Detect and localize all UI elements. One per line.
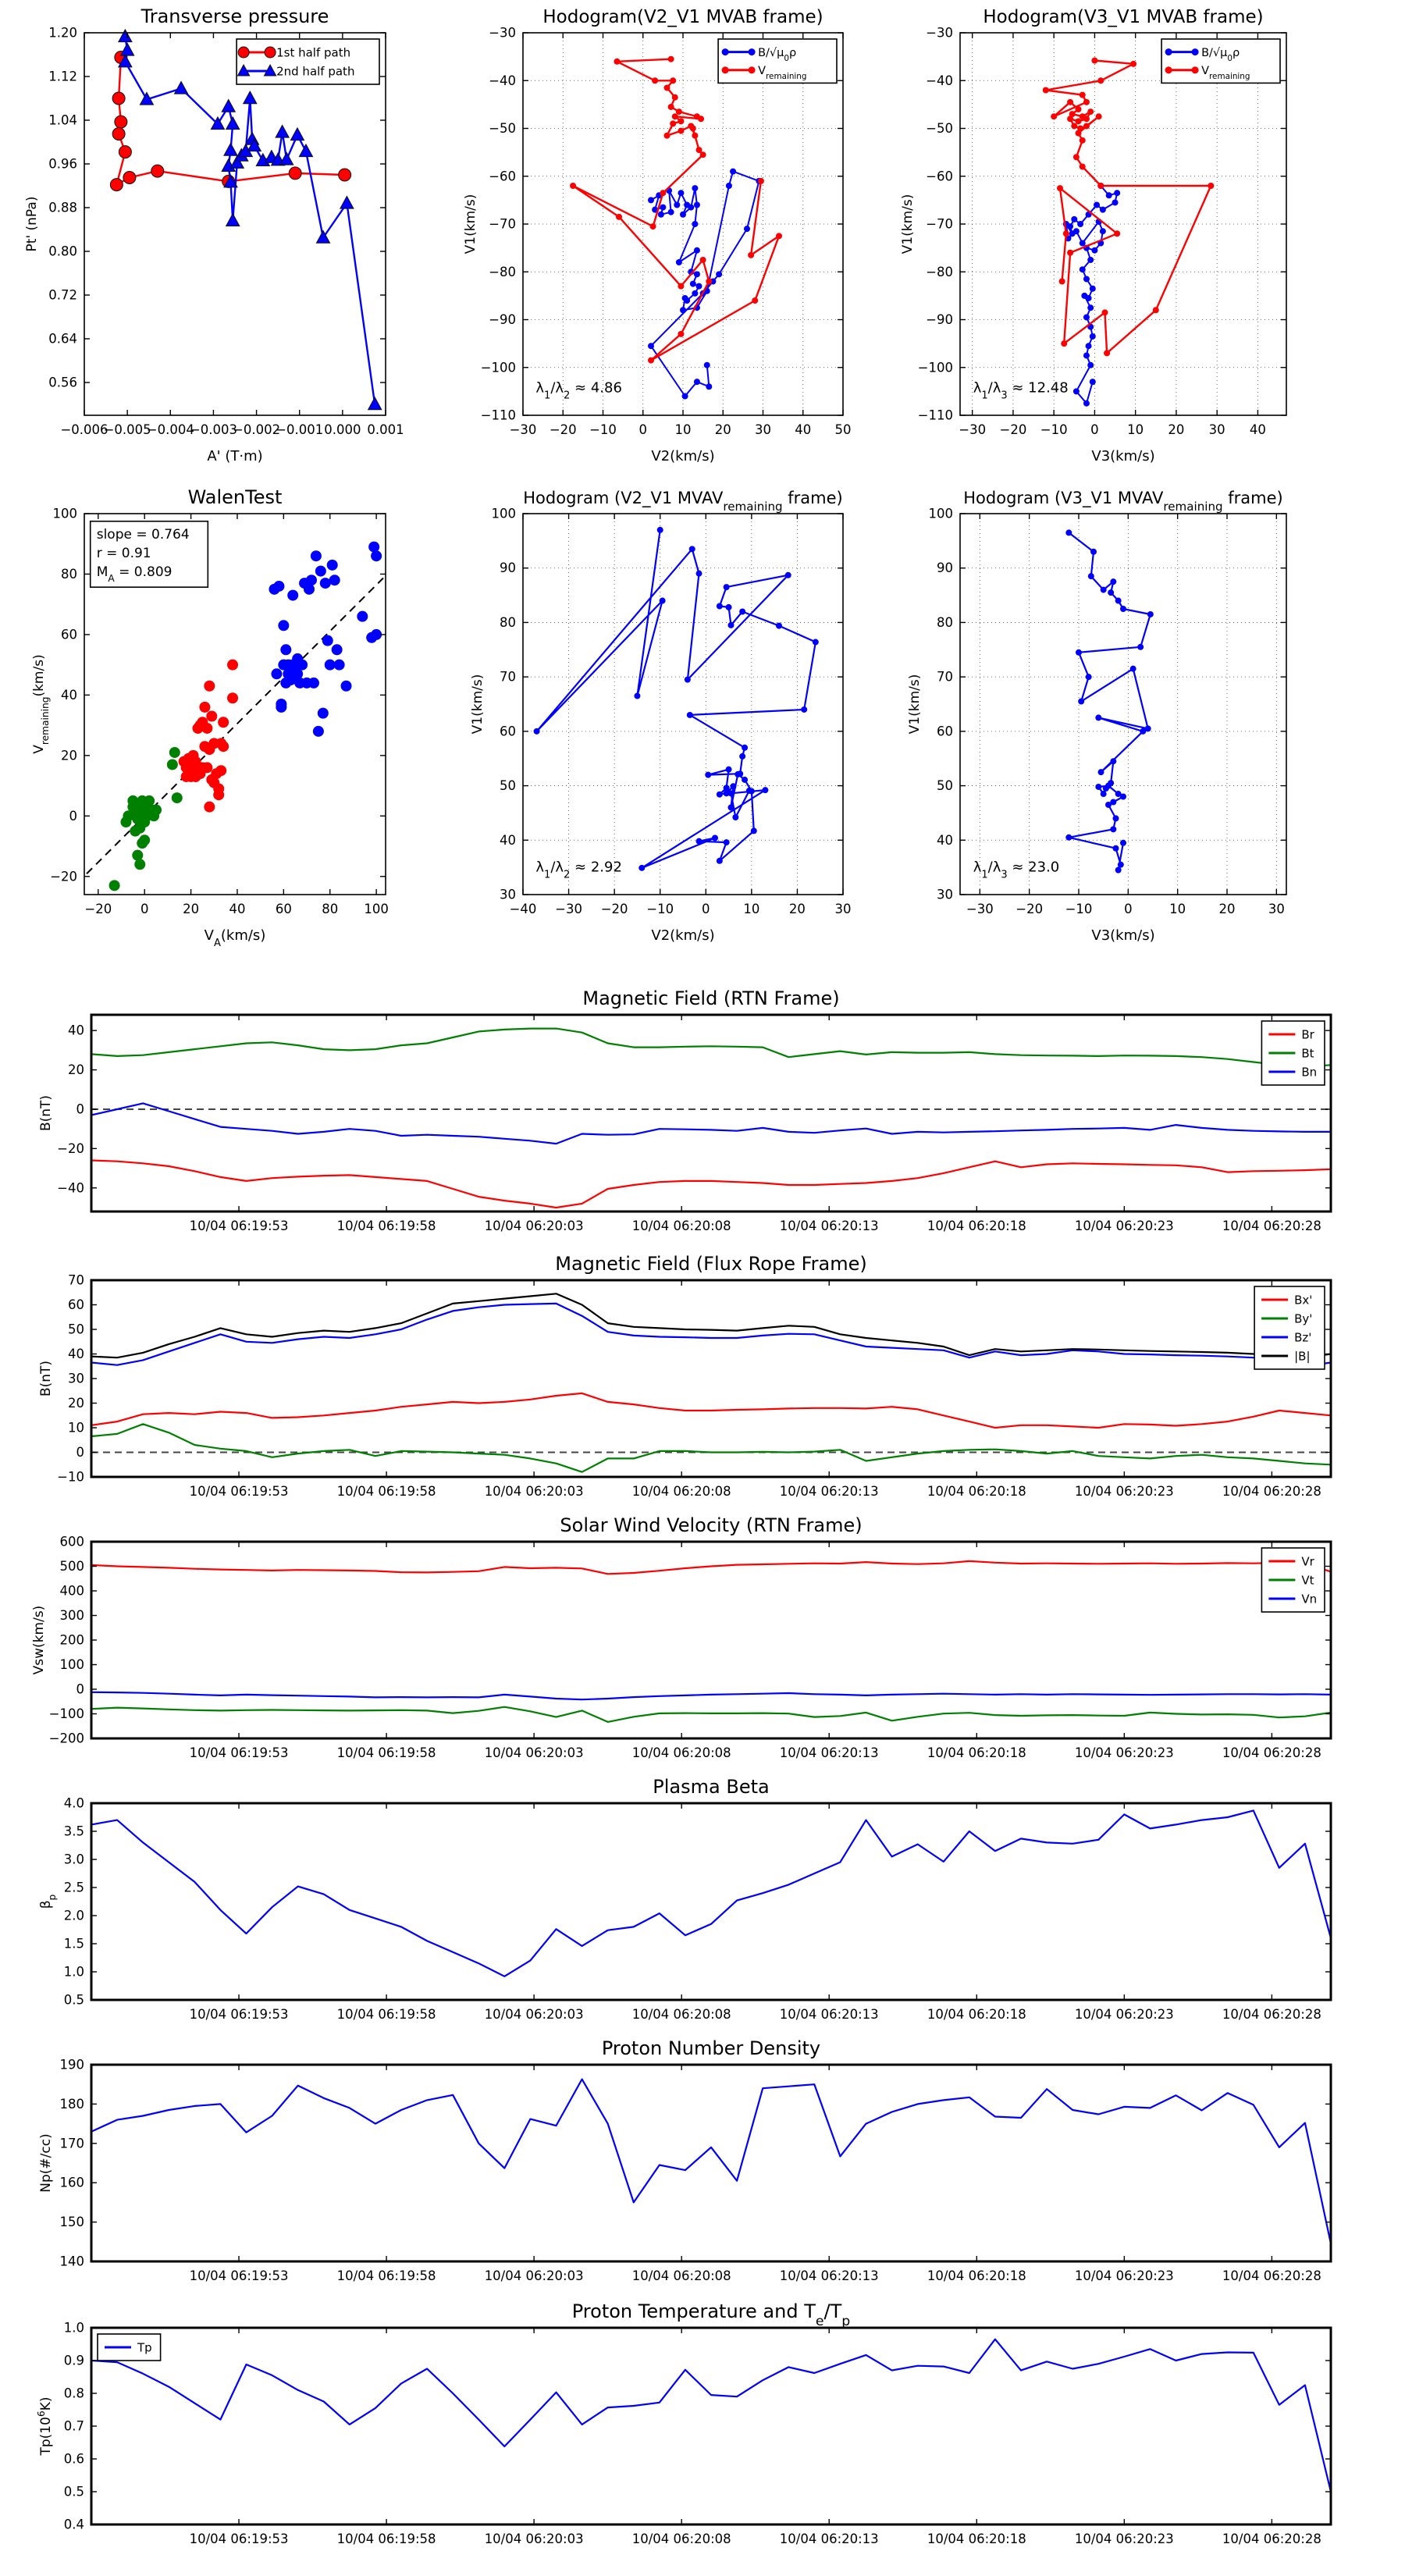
solar-wind-velocity-ytick: 300 xyxy=(59,1608,84,1623)
hodogram-v2v1-mvab-xtick: −20 xyxy=(549,422,577,437)
magnetic-field-fluxrope-xtick: 10/04 06:20:08 xyxy=(631,1484,731,1499)
proton-number-density-ytick: 170 xyxy=(59,2136,84,2151)
magnetic-field-fluxrope-xtick: 10/04 06:20:23 xyxy=(1074,1484,1174,1499)
hodogram-v2v1-mvav-ytick: 60 xyxy=(500,724,516,739)
solar-wind-velocity xyxy=(31,1514,1331,1760)
hodogram-v2v1-mvab-ytick: −90 xyxy=(489,312,516,327)
hodogram-v3v1-mvab-ytick: −110 xyxy=(917,407,953,423)
hodogram-v3v1-mvab-legend xyxy=(1161,39,1280,83)
walen-test-ytick: 20 xyxy=(61,748,77,763)
hodogram-v3v1-mvav-ytick: 40 xyxy=(937,832,953,848)
hodogram-v2v1-mvab-xlabel: V2(km/s) xyxy=(651,448,715,464)
hodogram-v2v1-mvav-ytick: 50 xyxy=(500,778,516,794)
hodogram-v3v1-mvav xyxy=(907,489,1286,944)
proton-number-density-ytick: 150 xyxy=(59,2215,84,2230)
hodogram-v2v1-mvav-series-v-path xyxy=(534,527,819,871)
plasma-beta-xtick: 10/04 06:20:13 xyxy=(779,2007,879,2022)
hodogram-v2v1-mvav-xtick: 0 xyxy=(702,902,710,916)
walen-test-xtick: 100 xyxy=(364,902,389,916)
hodogram-v2v1-mvab-ylabel: V1(km/s) xyxy=(463,194,478,254)
transverse-pressure-legend xyxy=(237,39,379,84)
hodogram-v3v1-mvab-xtick: 30 xyxy=(1208,422,1225,437)
hodogram-v3v1-mvab-ytick: −60 xyxy=(926,169,953,184)
hodogram-v3v1-mvab-xtick: −30 xyxy=(959,422,987,437)
magnetic-field-fluxrope-ytick: 40 xyxy=(68,1347,84,1361)
proton-number-density-ytick: 180 xyxy=(59,2096,84,2112)
hodogram-v2v1-mvav-xtick: −20 xyxy=(600,902,628,916)
walen-test-xtick: 60 xyxy=(275,902,292,916)
hodogram-v2v1-mvav-ytick: 40 xyxy=(500,832,516,848)
proton-number-density-xtick: 10/04 06:20:13 xyxy=(779,2268,879,2283)
transverse-pressure-xtick: −0.003 xyxy=(189,422,237,437)
walen-test-ylabel: $V_{remaining}(km/s)$ xyxy=(31,654,51,754)
hodogram-v2v1-mvab-ytick: −110 xyxy=(480,407,516,423)
magnetic-field-rtn-ytick: 20 xyxy=(68,1062,84,1078)
transverse-pressure-xtick: −0.002 xyxy=(233,422,281,437)
magnetic-field-rtn-ytick: −20 xyxy=(57,1140,84,1156)
proton-temperature-xtick: 10/04 06:19:58 xyxy=(336,2532,436,2546)
magnetic-field-fluxrope-ytick: 50 xyxy=(68,1322,84,1337)
walen-test-title: WalenTest xyxy=(187,486,283,508)
proton-temperature-xtick: 10/04 06:20:13 xyxy=(779,2532,879,2546)
walen-test-xtick: 0 xyxy=(140,902,149,916)
solar-wind-velocity-xtick: 10/04 06:20:18 xyxy=(927,1745,1026,1760)
proton-number-density-ylabel: Np(#/cc) xyxy=(38,2133,54,2193)
hodogram-v2v1-mvab-title: Hodogram(V2_V1 MVAB frame) xyxy=(542,7,823,27)
solar-wind-velocity-ytick: 500 xyxy=(59,1559,84,1574)
hodogram-v3v1-mvab-xtick: 20 xyxy=(1168,422,1185,437)
proton-temperature-xtick: 10/04 06:20:18 xyxy=(927,2532,1026,2546)
proton-temperature-ytick: 1.0 xyxy=(63,2320,84,2336)
hodogram-v2v1-mvab-xtick: 0 xyxy=(638,422,647,437)
transverse-pressure-ytick: 1.20 xyxy=(48,25,77,41)
hodogram-v3v1-mvav-ylabel: V1(km/s) xyxy=(907,674,923,735)
proton-number-density-xtick: 10/04 06:19:53 xyxy=(189,2268,289,2283)
hodogram-v2v1-mvab-legend xyxy=(718,39,837,83)
hodogram-v3v1-mvab-series-v-path xyxy=(1043,58,1215,357)
walen-test-ytick: 0 xyxy=(69,808,77,824)
walen-test-ytick: −20 xyxy=(50,869,77,884)
hodogram-v2v1-mvab-series-b-path xyxy=(648,169,762,400)
proton-temperature-title: Proton Temperature and $T_e/T_p$ xyxy=(571,2300,851,2329)
magnetic-field-fluxrope-legend xyxy=(1254,1286,1325,1369)
magnetic-field-rtn-series-Bn xyxy=(91,1103,1331,1144)
hodogram-v3v1-mvab-title: Hodogram(V3_V1 MVAB frame) xyxy=(983,7,1264,27)
proton-number-density-ytick: 140 xyxy=(59,2254,84,2269)
magnetic-field-fluxrope-ytick: 10 xyxy=(68,1420,84,1436)
proton-temperature-ytick: 0.6 xyxy=(63,2451,84,2467)
hodogram-v2v1-mvav-ytick: 90 xyxy=(500,560,516,576)
solar-wind-velocity-series-Vr xyxy=(91,1561,1331,1574)
magnetic-field-rtn-xtick: 10/04 06:20:03 xyxy=(484,1219,584,1233)
magnetic-field-fluxrope-legend-label: By' xyxy=(1294,1311,1313,1326)
solar-wind-velocity-ytick: 100 xyxy=(59,1657,84,1672)
magnetic-field-rtn-title: Magnetic Field (RTN Frame) xyxy=(582,987,840,1009)
hodogram-v2v1-mvab xyxy=(463,7,852,464)
transverse-pressure-ytick: 0.80 xyxy=(48,244,77,259)
hodogram-v3v1-mvab-xlabel: V3(km/s) xyxy=(1091,448,1155,464)
magnetic-field-rtn-legend xyxy=(1261,1021,1325,1085)
hodogram-v2v1-mvav-ytick: 80 xyxy=(500,614,516,630)
magnetic-field-rtn-series-Bt xyxy=(91,1029,1331,1067)
magnetic-field-fluxrope-xtick: 10/04 06:20:28 xyxy=(1222,1484,1321,1499)
hodogram-v3v1-mvav-ytick: 80 xyxy=(937,614,953,630)
hodogram-v3v1-mvab-ytick: −80 xyxy=(926,264,953,279)
solar-wind-velocity-xtick: 10/04 06:19:58 xyxy=(336,1745,436,1760)
transverse-pressure-ytick: 0.56 xyxy=(48,375,77,390)
transverse-pressure-xtick: −0.006 xyxy=(60,422,108,437)
magnetic-field-fluxrope-legend-label: |B| xyxy=(1294,1349,1311,1364)
hodogram-v2v1-mvab-ytick: −80 xyxy=(489,264,516,279)
hodogram-v2v1-mvav-ytick: 30 xyxy=(500,887,516,902)
walen-test-ytick: 100 xyxy=(52,506,77,521)
plasma-beta-ytick: 1.0 xyxy=(63,1964,84,1980)
hodogram-v3v1-mvab-ytick: −40 xyxy=(926,73,953,88)
solar-wind-velocity-legend-label: Vt xyxy=(1301,1573,1314,1588)
transverse-pressure-ytick: 0.88 xyxy=(48,200,77,215)
transverse-pressure-ytick: 0.96 xyxy=(48,156,77,172)
hodogram-v3v1-mvab-ytick: −50 xyxy=(926,121,953,136)
hodogram-v3v1-mvab-xtick: 40 xyxy=(1249,422,1266,437)
magnetic-field-rtn-xtick: 10/04 06:20:08 xyxy=(631,1219,731,1233)
plasma-beta-series-beta-p xyxy=(91,1810,1331,1976)
proton-temperature-ylabel: $Tp(10^6K)$ xyxy=(36,2396,54,2456)
hodogram-v2v1-mvab-ytick: −30 xyxy=(489,25,516,41)
transverse-pressure-title: Transverse pressure xyxy=(140,5,329,27)
walen-test-stat-line: $M_A = 0.809$ xyxy=(96,564,173,585)
plasma-beta-ytick: 1.5 xyxy=(63,1936,84,1952)
magnetic-field-rtn-xtick: 10/04 06:20:28 xyxy=(1222,1219,1321,1233)
hodogram-v3v1-mvab-xtick: −20 xyxy=(999,422,1027,437)
hodogram-v2v1-mvav-title: Hodogram (V2_V1 $MVAV_{remaining}$ frame) xyxy=(523,489,843,514)
hodogram-v2v1-mvab-xtick: 20 xyxy=(714,422,731,437)
hodogram-v2v1-mvav-xlabel: V2(km/s) xyxy=(651,927,715,944)
hodogram-v3v1-mvab-legend-label: $V_{remaining}$ xyxy=(1201,65,1250,82)
magnetic-field-rtn-ylabel: B(nT) xyxy=(38,1094,54,1132)
walen-test-xlabel: $V_A(km/s)$ xyxy=(204,927,266,949)
transverse-pressure-ytick: 1.12 xyxy=(48,69,77,84)
magnetic-field-fluxrope-title: Magnetic Field (Flux Rope Frame) xyxy=(555,1253,867,1275)
proton-temperature-xtick: 10/04 06:19:53 xyxy=(189,2532,289,2546)
solar-wind-velocity-xtick: 10/04 06:20:08 xyxy=(631,1745,731,1760)
proton-temperature-xtick: 10/04 06:20:28 xyxy=(1222,2532,1321,2546)
plasma-beta-xtick: 10/04 06:20:18 xyxy=(927,2007,1026,2022)
plasma-beta-xtick: 10/04 06:20:08 xyxy=(631,2007,731,2022)
hodogram-v3v1-mvab-ytick: −100 xyxy=(917,360,953,375)
hodogram-v2v1-mvav-xtick: −10 xyxy=(646,902,674,916)
magnetic-field-fluxrope-ytick: 20 xyxy=(68,1396,84,1411)
magnetic-field-fluxrope-ytick: 0 xyxy=(76,1445,84,1460)
solar-wind-velocity-title: Solar Wind Velocity (RTN Frame) xyxy=(560,1514,863,1536)
magnetic-field-rtn-xtick: 10/04 06:20:18 xyxy=(927,1219,1026,1233)
proton-temperature-series-Tp xyxy=(91,2339,1331,2492)
transverse-pressure-ylabel: Pt' (nPa) xyxy=(24,196,40,252)
solar-wind-velocity-xtick: 10/04 06:20:03 xyxy=(484,1745,584,1760)
plasma-beta-ytick: 2.5 xyxy=(63,1880,84,1895)
transverse-pressure-ytick: 1.04 xyxy=(48,112,77,128)
transverse-pressure-xtick: −0.005 xyxy=(103,422,151,437)
magnetic-field-fluxrope-series-Bx-prime xyxy=(91,1393,1331,1428)
magnetic-field-fluxrope-ytick: 30 xyxy=(68,1371,84,1386)
hodogram-v2v1-mvab-ytick: −100 xyxy=(480,360,516,375)
proton-temperature-legend-label: Tp xyxy=(137,2340,152,2355)
magnetic-field-fluxrope-series-By-prime xyxy=(91,1424,1331,1471)
plasma-beta-xtick: 10/04 06:20:23 xyxy=(1074,2007,1174,2022)
proton-number-density-xtick: 10/04 06:20:28 xyxy=(1222,2268,1321,2283)
proton-temperature-ytick: 0.8 xyxy=(63,2386,84,2401)
plasma-beta-ytick: 0.5 xyxy=(63,1992,84,2008)
magnetic-field-rtn-legend-label: Br xyxy=(1301,1027,1314,1042)
transverse-pressure-legend-label: 2nd half path xyxy=(276,64,355,79)
hodogram-v2v1-mvab-annotation: $\lambda_1/\lambda_2 \approx 4.86$ xyxy=(535,379,622,402)
solar-wind-velocity-legend-label: Vr xyxy=(1301,1554,1314,1569)
hodogram-v3v1-mvav-xtick: 20 xyxy=(1218,902,1236,916)
transverse-pressure-legend-label: 1st half path xyxy=(276,45,351,60)
proton-number-density-xtick: 10/04 06:20:08 xyxy=(631,2268,731,2283)
hodogram-v2v1-mvav-ytick: 100 xyxy=(491,506,516,521)
magnetic-field-rtn-series-Br xyxy=(91,1161,1331,1208)
plasma-beta xyxy=(38,1776,1331,2022)
transverse-pressure-xtick: −0.004 xyxy=(146,422,194,437)
hodogram-v3v1-mvav-xtick: −30 xyxy=(966,902,994,916)
walen-test xyxy=(31,486,389,949)
solar-wind-velocity-xtick: 10/04 06:20:28 xyxy=(1222,1745,1321,1760)
solar-wind-velocity-ytick: 200 xyxy=(59,1632,84,1648)
plasma-beta-ytick: 3.5 xyxy=(63,1823,84,1839)
proton-temperature-ytick: 0.9 xyxy=(63,2353,84,2368)
hodogram-v3v1-mvab-annotation: $\lambda_1/\lambda_3 \approx 12.48$ xyxy=(973,379,1069,402)
hodogram-v3v1-mvav-xtick: −20 xyxy=(1016,902,1044,916)
solar-wind-velocity-ytick: 0 xyxy=(76,1681,84,1697)
transverse-pressure-xtick: 0.000 xyxy=(324,422,361,437)
magnetic-field-fluxrope-series-Bz-prime xyxy=(91,1304,1331,1366)
hodogram-v3v1-mvab xyxy=(900,7,1286,464)
hodogram-v2v1-mvav xyxy=(470,489,852,944)
solar-wind-velocity-xtick: 10/04 06:20:23 xyxy=(1074,1745,1174,1760)
magnetic-field-rtn xyxy=(38,987,1331,1233)
proton-number-density-xtick: 10/04 06:19:58 xyxy=(336,2268,436,2283)
hodogram-v3v1-mvab-ytick: −90 xyxy=(926,312,953,327)
solar-wind-velocity-ylabel: Vsw(km/s) xyxy=(31,1605,47,1675)
hodogram-v2v1-mvab-ytick: −50 xyxy=(489,121,516,136)
plasma-beta-xtick: 10/04 06:20:03 xyxy=(484,2007,584,2022)
hodogram-v3v1-mvav-series-v-path xyxy=(1065,529,1154,873)
plasma-beta-xtick: 10/04 06:19:58 xyxy=(336,2007,436,2022)
proton-temperature-ytick: 0.5 xyxy=(63,2484,84,2500)
proton-number-density-title: Proton Number Density xyxy=(601,2037,821,2059)
hodogram-v2v1-mvab-legend-label: $V_{remaining}$ xyxy=(758,65,807,82)
hodogram-v2v1-mvav-ytick: 70 xyxy=(500,669,516,685)
solar-wind-velocity-legend-label: Vn xyxy=(1301,1592,1318,1606)
solar-wind-velocity-ytick: −200 xyxy=(48,1731,84,1746)
solar-wind-velocity-ytick: −100 xyxy=(48,1706,84,1721)
proton-number-density-xtick: 10/04 06:20:18 xyxy=(927,2268,1026,2283)
magnetic-field-rtn-xtick: 10/04 06:19:53 xyxy=(189,1219,289,1233)
transverse-pressure-ytick: 0.72 xyxy=(48,287,77,303)
walen-test-ytick: 40 xyxy=(61,687,77,703)
magnetic-field-fluxrope xyxy=(38,1253,1331,1499)
proton-temperature-ytick: 0.4 xyxy=(63,2517,84,2532)
proton-temperature-ytick: 0.7 xyxy=(63,2418,84,2434)
transverse-pressure-xtick: 0.001 xyxy=(367,422,404,437)
plasma-beta-xtick: 10/04 06:19:53 xyxy=(189,2007,289,2022)
hodogram-v3v1-mvav-ytick: 30 xyxy=(937,887,953,902)
transverse-pressure-xtick: −0.001 xyxy=(276,422,324,437)
plasma-beta-ytick: 3.0 xyxy=(63,1852,84,1867)
hodogram-v3v1-mvav-ytick: 90 xyxy=(937,560,953,576)
hodogram-v3v1-mvab-ytick: −30 xyxy=(926,25,953,41)
hodogram-v3v1-mvab-ylabel: V1(km/s) xyxy=(900,194,916,254)
proton-number-density-xtick: 10/04 06:20:23 xyxy=(1074,2268,1174,2283)
plasma-beta-title: Plasma Beta xyxy=(653,1776,770,1798)
hodogram-v2v1-mvab-series-v-path xyxy=(570,56,782,364)
walen-test-series-cluster-blue xyxy=(269,542,382,737)
hodogram-v2v1-mvab-ytick: −40 xyxy=(489,73,516,88)
solar-wind-velocity-ytick: 600 xyxy=(59,1534,84,1550)
magnetic-field-fluxrope-series-B-mag xyxy=(91,1293,1331,1357)
hodogram-v2v1-mvab-xtick: 10 xyxy=(674,422,692,437)
proton-number-density xyxy=(38,2037,1331,2283)
magnetic-field-rtn-xtick: 10/04 06:19:58 xyxy=(336,1219,436,1233)
walen-test-series-cluster-red xyxy=(179,660,238,813)
hodogram-v2v1-mvav-xtick: −40 xyxy=(509,902,537,916)
walen-test-xtick: 40 xyxy=(229,902,246,916)
transverse-pressure-xlabel: A' (T·m) xyxy=(207,448,263,464)
proton-temperature-legend xyxy=(98,2334,161,2361)
hodogram-v2v1-mvab-ytick: −70 xyxy=(489,216,516,232)
solar-wind-velocity-xtick: 10/04 06:20:13 xyxy=(779,1745,879,1760)
hodogram-v2v1-mvav-xtick: 30 xyxy=(834,902,852,916)
hodogram-v3v1-mvav-xtick: 30 xyxy=(1268,902,1285,916)
hodogram-v2v1-mvab-xtick: −10 xyxy=(589,422,617,437)
hodogram-v3v1-mvab-series-b-path xyxy=(1063,183,1120,407)
walen-test-xtick: −20 xyxy=(84,902,112,916)
magnetic-field-fluxrope-xtick: 10/04 06:19:53 xyxy=(189,1484,289,1499)
hodogram-v3v1-mvab-ytick: −70 xyxy=(926,216,953,232)
hodogram-v3v1-mvab-xtick: −10 xyxy=(1040,422,1068,437)
hodogram-v3v1-mvav-ytick: 70 xyxy=(937,669,953,685)
plasma-beta-xtick: 10/04 06:20:28 xyxy=(1222,2007,1321,2022)
hodogram-v3v1-mvab-xtick: 0 xyxy=(1090,422,1099,437)
hodogram-v3v1-mvav-xtick: 0 xyxy=(1124,902,1133,916)
walen-test-stat-line: r = 0.91 xyxy=(96,546,151,562)
transverse-pressure xyxy=(24,5,404,464)
walen-test-xtick: 80 xyxy=(322,902,339,916)
proton-temperature xyxy=(36,2300,1331,2546)
hodogram-v3v1-mvav-xtick: −10 xyxy=(1065,902,1093,916)
hodogram-v3v1-mvav-annotation: $\lambda_1/\lambda_3 \approx 23.0$ xyxy=(973,859,1060,881)
plasma-beta-ytick: 2.0 xyxy=(63,1908,84,1923)
hodogram-v2v1-mvab-xtick: −30 xyxy=(509,422,537,437)
hodogram-v3v1-mvav-title: Hodogram (V3_V1 $MVAV_{remaining}$ frame) xyxy=(963,489,1283,514)
proton-number-density-series-Np xyxy=(91,2080,1331,2244)
walen-test-ytick: 80 xyxy=(61,566,77,582)
magnetic-field-fluxrope-legend-label: Bz' xyxy=(1294,1330,1312,1345)
hodogram-v2v1-mvav-ylabel: V1(km/s) xyxy=(470,674,486,735)
solar-wind-velocity-series-Vt xyxy=(91,1707,1331,1722)
magnetic-field-fluxrope-ytick: −10 xyxy=(57,1469,84,1485)
magnetic-field-fluxrope-ytick: 70 xyxy=(68,1272,84,1288)
proton-temperature-xtick: 10/04 06:20:08 xyxy=(631,2532,731,2546)
hodogram-v2v1-mvab-ytick: −60 xyxy=(489,169,516,184)
hodogram-v3v1-mvav-xtick: 10 xyxy=(1169,902,1186,916)
transverse-pressure-series-second-half-path xyxy=(119,30,382,410)
hodogram-v2v1-mvav-xtick: 20 xyxy=(788,902,806,916)
hodogram-v3v1-mvab-legend-label: $B/√\mu_0\rho$ xyxy=(1201,46,1240,63)
solar-wind-velocity-xtick: 10/04 06:19:53 xyxy=(189,1745,289,1760)
magnetic-field-rtn-ytick: 40 xyxy=(68,1023,84,1038)
magnetic-field-fluxrope-xtick: 10/04 06:20:13 xyxy=(779,1484,879,1499)
magnetic-field-rtn-legend-label: Bn xyxy=(1301,1065,1318,1080)
plasma-beta-ytick: 4.0 xyxy=(63,1795,84,1811)
hodogram-v2v1-mvav-annotation: $\lambda_1/\lambda_2 \approx 2.92$ xyxy=(535,859,622,881)
magnetic-field-fluxrope-legend-label: Bx' xyxy=(1294,1293,1313,1308)
plasma-beta-ylabel: $\beta_p$ xyxy=(38,1894,58,1909)
hodogram-v2v1-mvab-xtick: 50 xyxy=(834,422,852,437)
hodogram-v2v1-mvav-xtick: 10 xyxy=(743,902,760,916)
hodogram-v2v1-mvav-xtick: −30 xyxy=(555,902,582,916)
hodogram-v3v1-mvav-xlabel: V3(km/s) xyxy=(1091,927,1155,944)
solar-wind-velocity-legend xyxy=(1261,1548,1325,1612)
solar-wind-velocity-series-Vn xyxy=(91,1692,1331,1699)
hodogram-v3v1-mvav-ytick: 50 xyxy=(937,778,953,794)
magnetic-field-fluxrope-ytick: 60 xyxy=(68,1297,84,1312)
proton-number-density-xtick: 10/04 06:20:03 xyxy=(484,2268,584,2283)
magnetic-field-rtn-legend-label: Bt xyxy=(1301,1046,1314,1061)
magnetic-field-rtn-xtick: 10/04 06:20:13 xyxy=(779,1219,879,1233)
magnetic-field-rtn-ytick: −40 xyxy=(57,1180,84,1196)
magnetic-field-fluxrope-xtick: 10/04 06:19:58 xyxy=(336,1484,436,1499)
hodogram-v3v1-mvav-ytick: 60 xyxy=(937,724,953,739)
walen-test-xtick: 20 xyxy=(183,902,200,916)
hodogram-v3v1-mvav-ytick: 100 xyxy=(928,506,953,521)
magnetic-field-rtn-xtick: 10/04 06:20:23 xyxy=(1074,1219,1174,1233)
magnetic-field-rtn-ytick: 0 xyxy=(76,1101,84,1117)
solar-wind-velocity-ytick: 400 xyxy=(59,1583,84,1599)
hodogram-v2v1-mvab-xtick: 30 xyxy=(755,422,771,437)
proton-temperature-xtick: 10/04 06:20:23 xyxy=(1074,2532,1174,2546)
hodogram-v3v1-mvab-xtick: 10 xyxy=(1127,422,1144,437)
walen-test-stat-line: slope = 0.764 xyxy=(96,526,190,543)
transverse-pressure-ytick: 0.64 xyxy=(48,331,77,347)
magnetic-field-fluxrope-ylabel: B(nT) xyxy=(38,1360,54,1397)
proton-temperature-xtick: 10/04 06:20:03 xyxy=(484,2532,584,2546)
proton-number-density-ytick: 160 xyxy=(59,2175,84,2190)
magnetic-field-fluxrope-xtick: 10/04 06:20:03 xyxy=(484,1484,584,1499)
walen-test-ytick: 60 xyxy=(61,627,77,642)
hodogram-v2v1-mvab-xtick: 40 xyxy=(795,422,812,437)
hodogram-v2v1-mvab-legend-label: $B/√\mu_0\rho$ xyxy=(758,46,797,63)
proton-number-density-ytick: 190 xyxy=(59,2057,84,2073)
magnetic-field-fluxrope-xtick: 10/04 06:20:18 xyxy=(927,1484,1026,1499)
